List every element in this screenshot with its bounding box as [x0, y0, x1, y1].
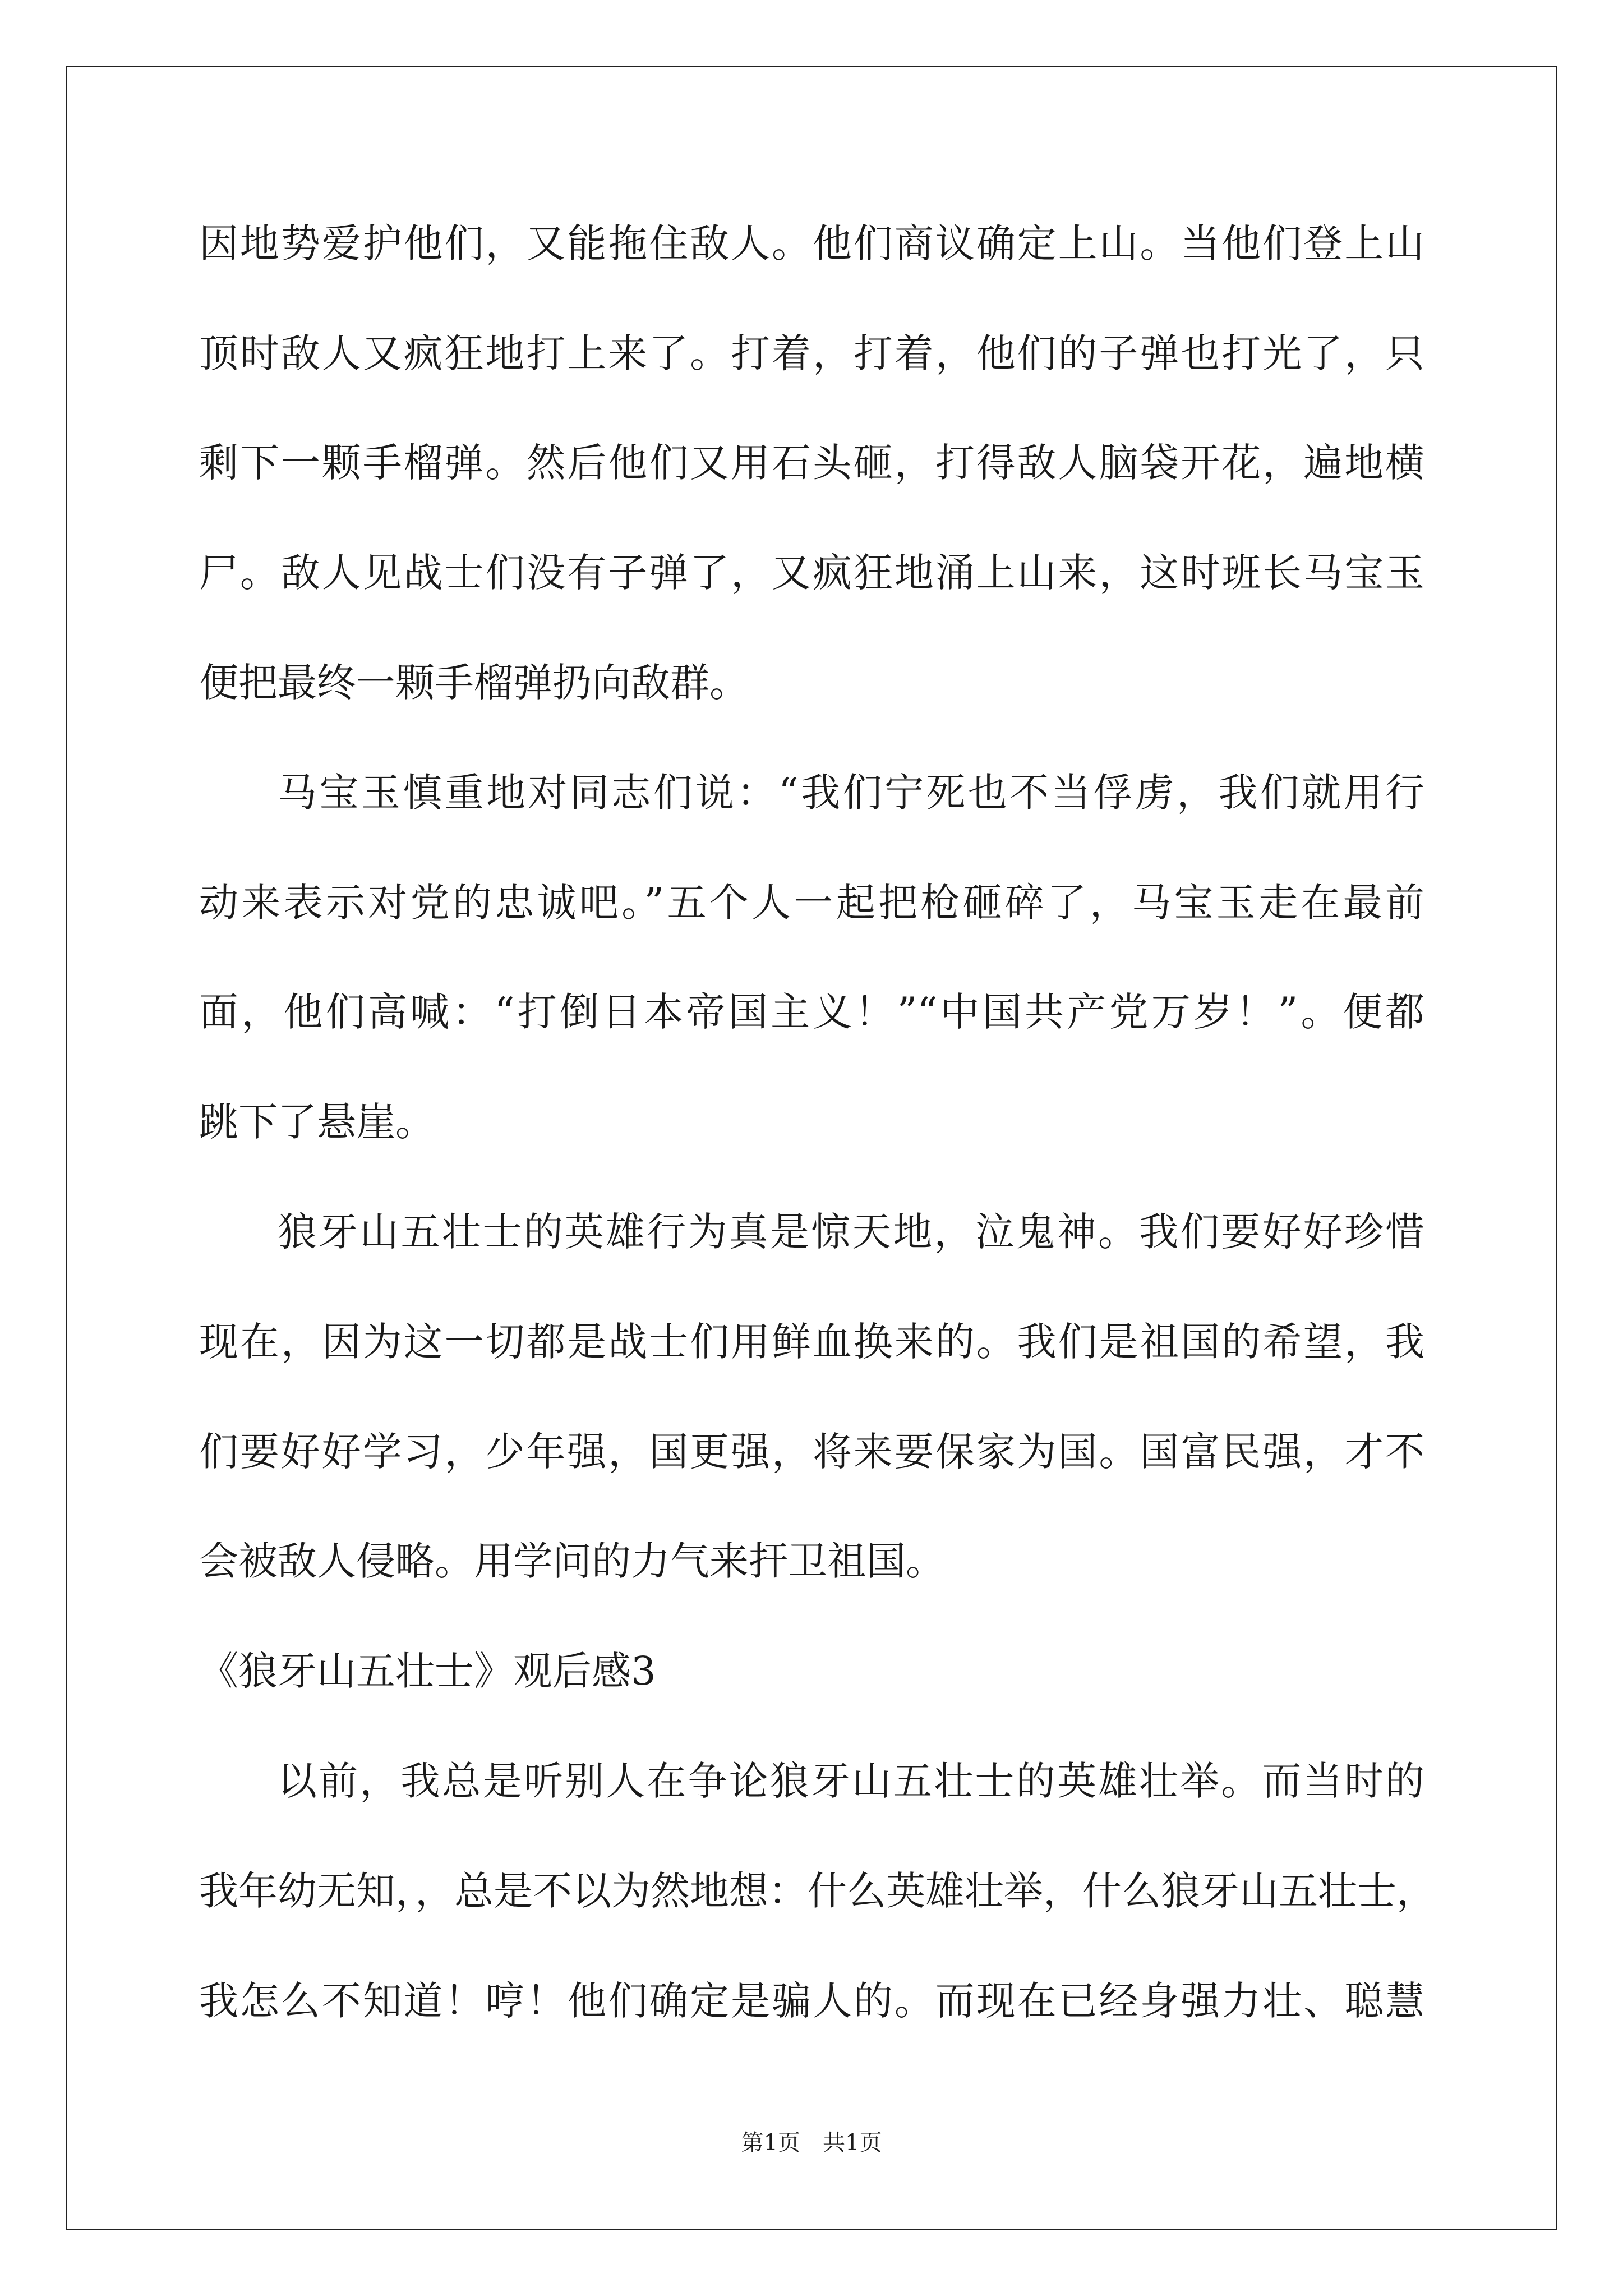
text-line: 面，他们高喊：“打倒日本帝国主义！”“中国共产党万岁！”。便都: [199, 989, 1424, 1035]
page-footer: 第1页 共1页: [741, 2130, 882, 2156]
paragraph-first-line: 狼牙山五壮士的英雄行为真是惊天地，泣鬼神。我们要好好珍惜: [278, 1209, 1424, 1255]
text-line: 尸。敌人见战士们没有子弹了，又疯狂地涌上山来，这时班长马宝玉: [199, 550, 1424, 596]
text-line: 剩下一颗手榴弹。然后他们又用石头砸，打得敌人脑袋开花，遍地横: [199, 440, 1424, 486]
section-heading: 《狼牙山五壮士》观后感3: [199, 1648, 656, 1694]
paragraph-first-line: 马宝玉慎重地对同志们说：“我们宁死也不当俘虏，我们就用行: [278, 770, 1424, 816]
text-line: 我年幼无知，，总是不以为然地想：什么英雄壮举，什么狼牙山五壮士，: [199, 1868, 1436, 1914]
text-line: 因地势爱护他们，又能拖住敌人。他们商议确定上山。当他们登上山: [199, 220, 1424, 266]
text-line: 现在，因为这一切都是战士们用鲜血换来的。我们是祖国的希望，我: [199, 1319, 1424, 1365]
paragraph-first-line: 以前，我总是听别人在争论狼牙山五壮士的英雄壮举。而当时的: [278, 1758, 1424, 1804]
text-line: 会被敌人侵略。用学问的力气来扞卫祖国。: [199, 1538, 945, 1584]
text-line: 便把最终一颗手榴弹扔向敌群。: [199, 660, 749, 706]
text-line: 顶时敌人又疯狂地打上来了。打着，打着，他们的子弹也打光了，只: [199, 330, 1424, 376]
text-line: 我怎么不知道！哼！他们确定是骗人的。而现在已经身强力壮、聪慧: [199, 1978, 1424, 2024]
text-line: 跳下了悬崖。: [199, 1099, 435, 1145]
text-line: 们要好好学习，少年强，国更强，将来要保家为国。国富民强，才不: [199, 1429, 1424, 1475]
text-line: 动来表示对党的忠诚吧。”五个人一起把枪砸碎了，马宝玉走在最前: [199, 880, 1424, 926]
